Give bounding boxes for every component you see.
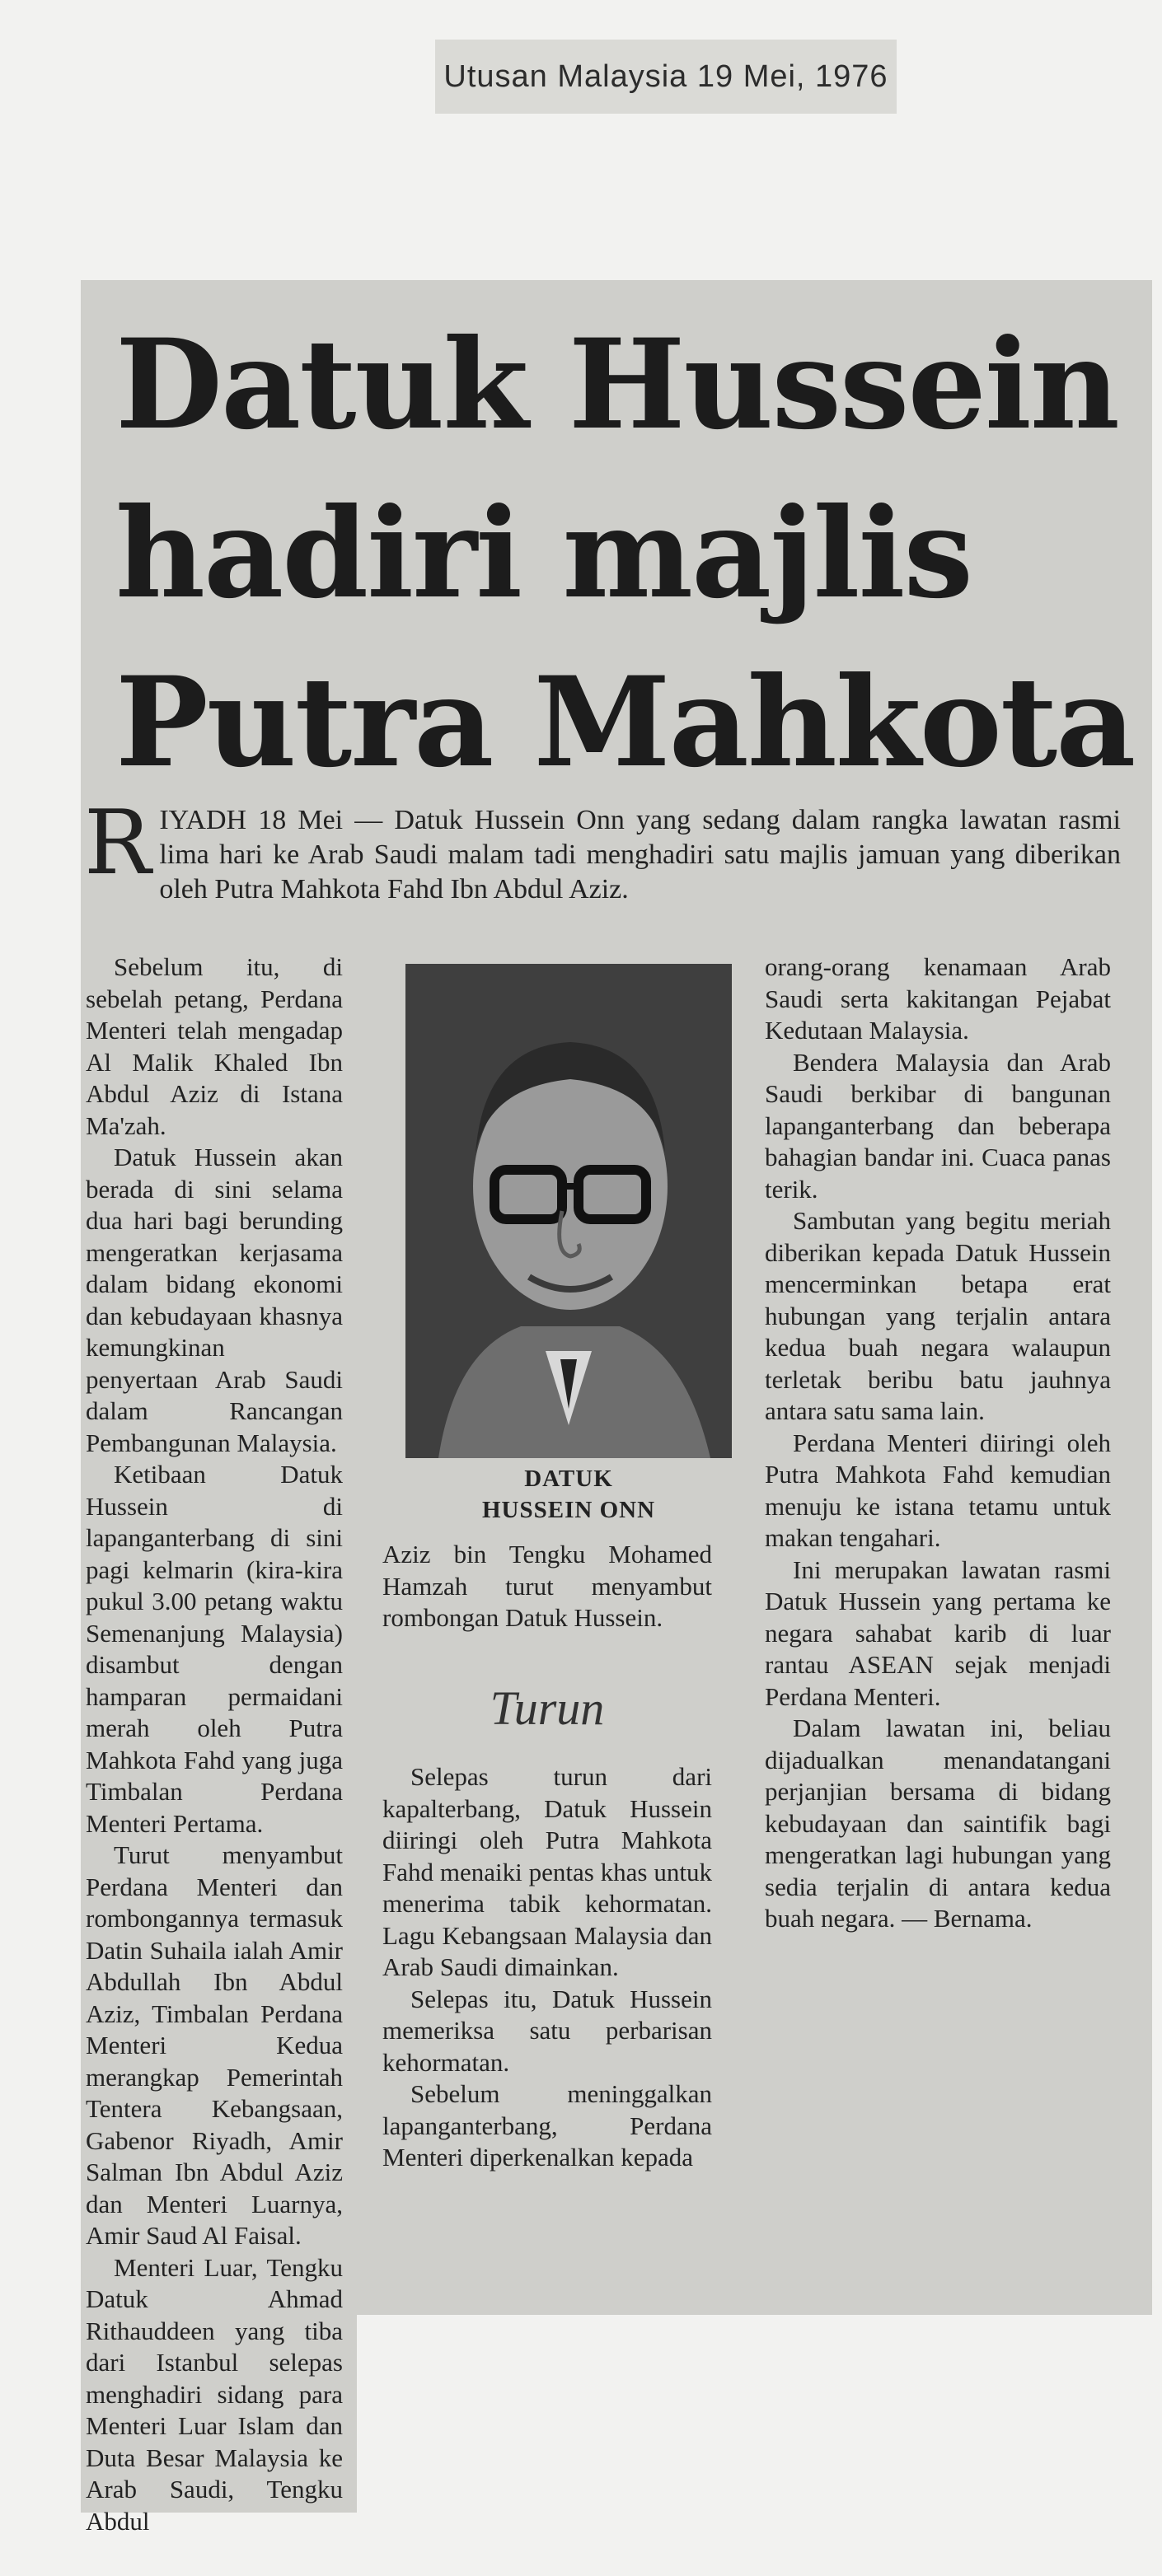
paragraph: Sebelum meninggalkan lapanganterbang, Perdana Menteri diperkenalkan kepada — [382, 2079, 712, 2172]
column-2-bottom — [382, 1761, 712, 2174]
headline-line: Datuk Hussein — [115, 312, 1118, 457]
subheading: Turun — [490, 1681, 605, 1735]
column-3 — [765, 951, 1111, 1935]
paragraph: Sebelum itu, di sebelah petang, Perdana Menteri telah mengadap Al Malik Khaled Ibn Abdul Aziz di Istana Ma'zah. — [86, 952, 343, 1140]
portrait-image — [405, 964, 732, 1458]
paragraph: Datuk Hussein akan berada di sini selama dua hari bagi berunding mengeratkan kerjasama dalam bidang ekonomi dan kebudayaan khasnya kemungkinan penyertaan Arab Saudi dalam Rancangan Pembangunan Malaysia. — [86, 1143, 343, 1457]
headline-line: Putra Mahkota — [115, 650, 1135, 795]
paragraph: orang-orang kenamaan Arab Saudi serta kakitangan Pejabat Kedutaan Malaysia. — [765, 952, 1111, 1045]
paragraph: Aziz bin Tengku Mohamed Hamzah turut menyambut rombongan Datuk Hussein. — [382, 1540, 712, 1632]
paragraph: Menteri Luar, Tengku Datuk Ahmad Rithauddeen yang tiba dari Istanbul selepas menghadiri sidang para Menteri Luar Islam dan Duta Besar Malaysia ke Arab Saudi, Tengku Abdul — [86, 2252, 343, 2536]
caption-line: DATUK — [524, 1466, 613, 1492]
lead-text: IYADH 18 Mei — Datuk Hussein Onn yang sedang dalam rangka lawatan rasmi lima hari ke Arab Saudi malam tadi menghadiri satu majlis jamuan yang diberikan oleh Putra Mahkota Fahd Ibn Abdul Aziz. — [159, 805, 1121, 905]
paragraph: Dalam lawatan ini, beliau dijadualkan menandatangani perjanjian bersama di bidang kebudayaan dan saintifik bagi mengeratkan lagi hubungan yang sedia terjalin di antara kedua buah negara. — Bernama. — [765, 1713, 1111, 1933]
paragraph: Ketibaan Datuk Hussein di lapanganterbang di sini pagi kelmarin (kira-kira pukul 3.00 petang waktu Semenanjung Malaysia) disambut dengan hamparan permaidani merah oleh Putra Mahkota Fahd yang juga Timbalan Perdana Menteri Pertama. — [86, 1460, 343, 1838]
paragraph: Selepas turun dari kapalterbang, Datuk Hussein diiringi oleh Putra Mahkota Fahd menaiki pentas khas untuk menerima tabik kehormatan. Lagu Kebangsaan Malaysia dan Arab Saudi dimainkan. — [382, 1762, 712, 1981]
column-1 — [86, 951, 343, 2537]
paragraph: Turut menyambut Perdana Menteri dan rombongannya termasuk Datin Suhaila ialah Amir Abdullah Ibn Abdul Aziz, Timbalan Perdana Menteri Kedua merangkap Pemerintah Tentera Kebangsaan, Gabenor Riyadh, Amir Salman Ibn Abdul Aziz dan Menteri Luarnya, Amir Saud Al Faisal. — [86, 1840, 343, 2250]
paragraph: Sambutan yang begitu meriah diberikan kepada Datuk Hussein mencerminkan betapa erat hubungan yang terjalin antara kedua buah negara walaupun terletak beribu batu jauhnya antara satu sama lain. — [765, 1206, 1111, 1425]
paragraph: Selepas itu, Datuk Hussein memeriksa satu perbarisan kehormatan. — [382, 1984, 712, 2077]
headline — [115, 301, 1135, 807]
lead-paragraph — [84, 792, 1121, 907]
paragraph: Perdana Menteri diiringi oleh Putra Mahkota Fahd kemudian menuju ke istana tetamu untuk makan tengahari. — [765, 1428, 1111, 1552]
source-label: Utusan Malaysia 19 Mei, 1976 — [435, 40, 897, 114]
paragraph: Bendera Malaysia dan Arab Saudi berkibar di bangunan lapanganterbang dan beberapa bahagian bandar ini. Cuaca panas terik. — [765, 1047, 1111, 1204]
caption-line: HUSSEIN ONN — [481, 1497, 656, 1523]
portrait-photo — [405, 964, 732, 1458]
photo-caption — [429, 1463, 709, 1526]
column-2-top — [382, 1539, 712, 1634]
headline-line: hadiri majlis — [115, 481, 972, 626]
paragraph: Ini merupakan lawatan rasmi Datuk Hussein yang pertama ke negara sahabat karib di luar rantau ASEAN sejak menjadi Perdana Menteri. — [765, 1554, 1111, 1711]
drop-cap: R — [84, 792, 152, 895]
